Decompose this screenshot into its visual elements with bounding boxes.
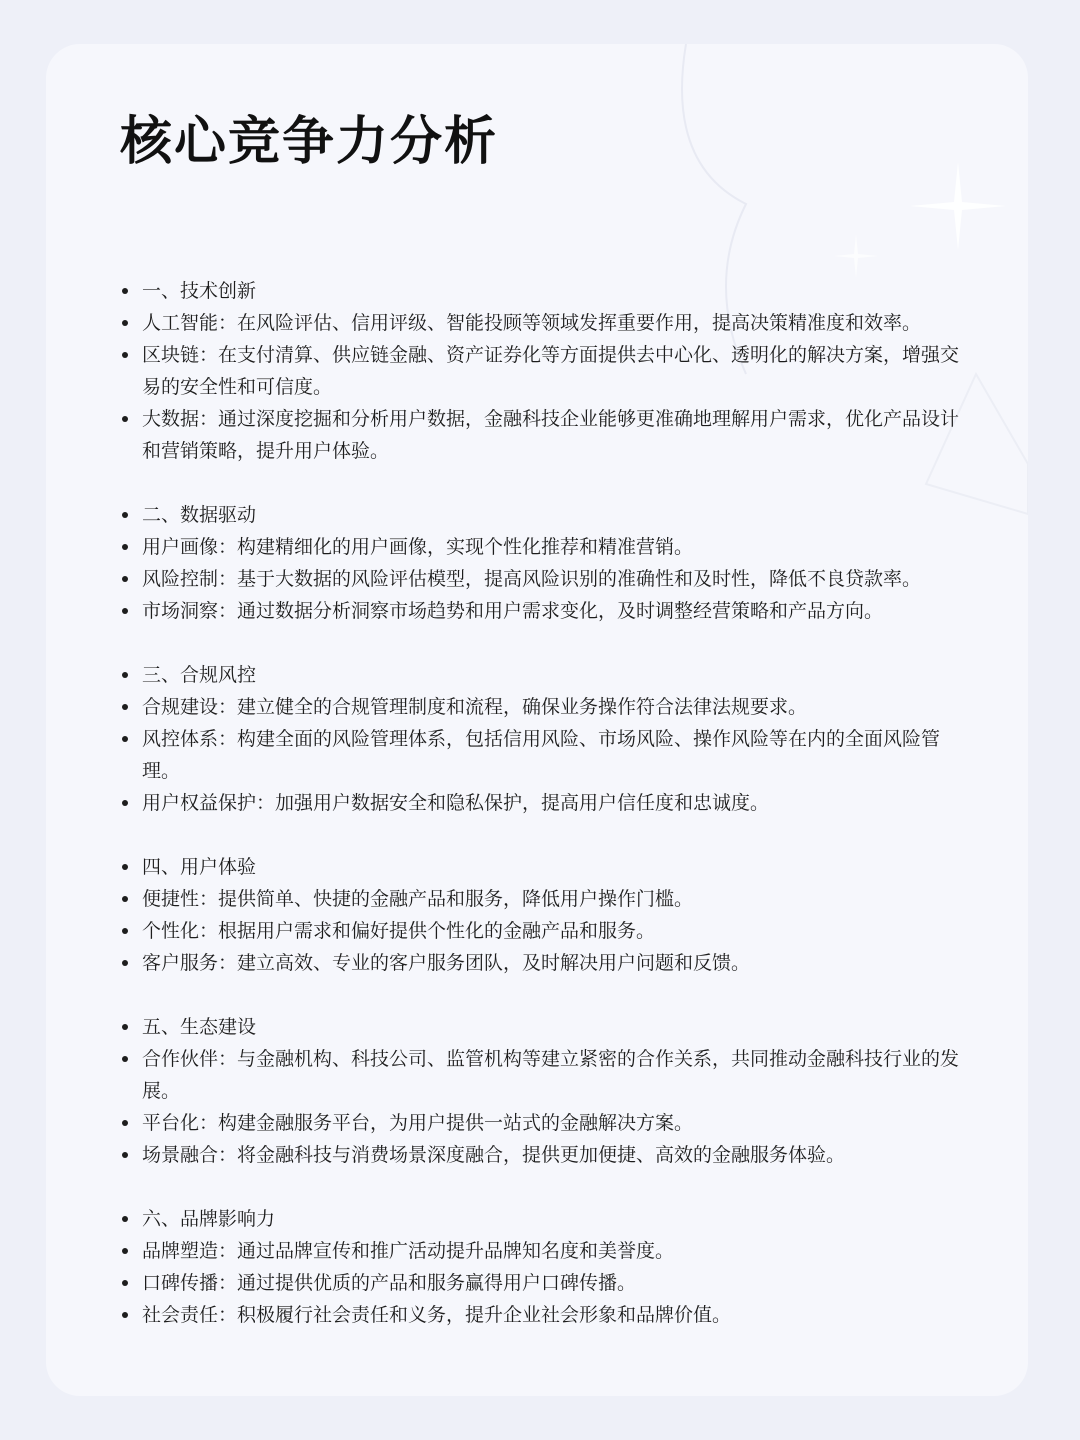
list-item: 社会责任：积极履行社会责任和义务，提升企业社会形象和品牌价值。 — [120, 1299, 970, 1331]
content-card — [46, 44, 1028, 1396]
list-item: 市场洞察：通过数据分析洞察市场趋势和用户需求变化，及时调整经营策略和产品方向。 — [120, 595, 970, 627]
list-item: 平台化：构建金融服务平台，为用户提供一站式的金融解决方案。 — [120, 1107, 970, 1139]
list-item: 用户画像：构建精细化的用户画像，实现个性化推荐和精准营销。 — [120, 531, 970, 563]
section-heading: 二、数据驱动 — [120, 499, 970, 531]
list-item: 口碑传播：通过提供优质的产品和服务赢得用户口碑传播。 — [120, 1267, 970, 1299]
list-item: 合作伙伴：与金融机构、科技公司、监管机构等建立紧密的合作关系，共同推动金融科技行业的发展。 — [120, 1043, 970, 1107]
list-item: 场景融合：将金融科技与消费场景深度融合，提供更加便捷、高效的金融服务体验。 — [120, 1139, 970, 1171]
section-compliance-risk — [120, 659, 970, 819]
list-item: 客户服务：建立高效、专业的客户服务团队，及时解决用户问题和反馈。 — [120, 947, 970, 979]
section-data-driven — [120, 499, 970, 627]
section-user-experience — [120, 851, 970, 979]
section-heading: 五、生态建设 — [120, 1011, 970, 1043]
list-item: 个性化：根据用户需求和偏好提供个性化的金融产品和服务。 — [120, 915, 970, 947]
sparkle-icon — [910, 162, 1006, 250]
section-heading: 六、品牌影响力 — [120, 1203, 970, 1235]
list-item: 人工智能：在风险评估、信用评级、智能投顾等领域发挥重要作用，提高决策精准度和效率。 — [120, 307, 970, 339]
page-title: 核心竞争力分析 — [120, 112, 499, 172]
section-brand-influence — [120, 1203, 970, 1331]
section-tech-innovation — [120, 275, 970, 467]
section-heading: 一、技术创新 — [120, 275, 970, 307]
list-item: 大数据：通过深度挖掘和分析用户数据，金融科技企业能够更准确地理解用户需求，优化产品设计和营销策略，提升用户体验。 — [120, 403, 970, 467]
section-heading: 四、用户体验 — [120, 851, 970, 883]
sparkle-icon-small — [834, 234, 878, 278]
list-item: 品牌塑造：通过品牌宣传和推广活动提升品牌知名度和美誉度。 — [120, 1235, 970, 1267]
section-heading: 三、合规风控 — [120, 659, 970, 691]
list-item: 风控体系：构建全面的风险管理体系，包括信用风险、市场风险、操作风险等在内的全面风险管理。 — [120, 723, 970, 787]
list-item: 用户权益保护：加强用户数据安全和隐私保护，提高用户信任度和忠诚度。 — [120, 787, 970, 819]
list-item: 区块链：在支付清算、供应链金融、资产证券化等方面提供去中心化、透明化的解决方案，增强交易的安全性和可信度。 — [120, 339, 970, 403]
list-item: 合规建设：建立健全的合规管理制度和流程，确保业务操作符合法律法规要求。 — [120, 691, 970, 723]
list-item: 风险控制：基于大数据的风险评估模型，提高风险识别的准确性和及时性，降低不良贷款率。 — [120, 563, 970, 595]
analysis-content — [120, 275, 970, 1363]
section-ecosystem — [120, 1011, 970, 1171]
list-item: 便捷性：提供简单、快捷的金融产品和服务，降低用户操作门槛。 — [120, 883, 970, 915]
